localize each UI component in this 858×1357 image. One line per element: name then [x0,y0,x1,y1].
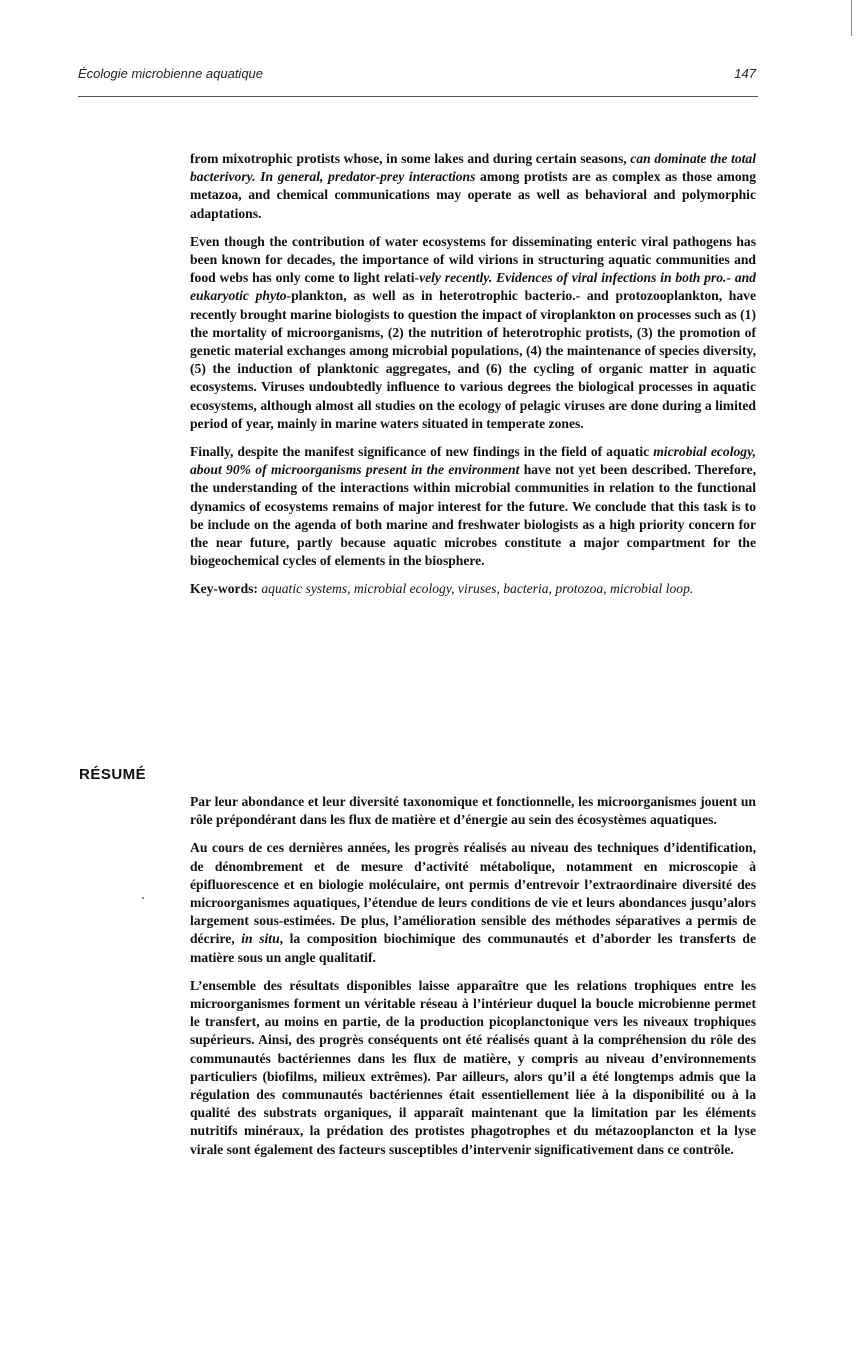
p3-text-2-italic: microbial ecology, about 90% of microorganisms present in the environment [190,444,756,478]
resume-paragraph-2 [190,839,756,966]
keywords-text: aquatic systems, microbial ecology, viruses, bacteria, protozoa, microbial loop. [261,581,694,597]
rp2-text-2-italic: in situ [241,931,280,947]
journal-title: Écologie microbienne aquatique [78,66,264,81]
keywords [190,580,756,598]
resume-paragraph-1: Par leur abondance et leur diversité taxonomique et fonctionnelle, les microorganismes jouent un rôle prépondérant dans les flux de matière et d’énergie au sein des écosystèmes aquatiques. [190,794,756,828]
margin-dot [142,897,144,899]
page-corner-mark [851,0,852,36]
p2-text-3: plankton, as well as in heterotrophic bacterio.- and protozooplankton, have recently brought marine biologists to question the impact of viroplankton on processes such as (1) the mortality of microorganisms, (2) the nutrition of heterotrophic protists, (3) the promotion of genetic material exchanges among microbial populations, (4) the maintenance of species diversity, (5) the induction of planktonic aggregates, and (6) the cycling of organic matter in aquatic ecosystems. Viruses undoubtedly influence to various degrees the biological processes in aquatic ecosystems, although almost all studies on the ecology of pelagic viruses are done during a limited period of year, mainly in marine waters situated in temperate zones. [190,288,756,431]
abstract-paragraph-2 [190,233,756,433]
rp2-text-3: , la composition biochimique des communautés et d’aborder les transferts de matière sous un angle qualitatif. [190,931,756,965]
header-rule [78,96,758,97]
p1-text-3: among protists are as complex as those among metazoa, and chemical communications may operate as well as behavioral and polymorphic adaptations. [190,169,756,221]
resume-heading: RÉSUMÉ [79,766,147,783]
p2-text-2-italic: vely recently. Evidences of viral infections in both pro.- and eukaryotic phyto- [190,270,756,304]
p3-text-1: Finally, despite the manifest significance of new findings in the field of aquatic [190,444,654,460]
page-number: 147 [734,66,756,81]
p2-text-1: Even though the contribution of water ecosystems for disseminating enteric viral pathogens has been known for decades, the importance of wild virions in structuring aquatic communities and food webs has only come to light relati- [190,233,756,286]
english-abstract [190,150,756,609]
abstract-paragraph-1 [190,150,756,223]
p1-text-2-italic: can dominate the total bacterivory. In general, predator-prey interactions [190,151,757,185]
p1-text-1: from mixotrophic protists whose, in some lakes and during certain seasons, [190,151,631,166]
p3-text-3: have not yet been described. Therefore, the understanding of the interactions within microbial communities in relation to the functional dynamics of ecosystems remains of major interest for the future. We conclude that this task is to be include on the agenda of both marine and freshwater biologists as a high priority concern for the near future, partly because aquatic microbes constitute a major compartment for the biogeochemical cycles of elements in the biosphere. [190,462,756,569]
keywords-label: Key-words: [190,581,262,597]
abstract-paragraph-3 [190,443,756,570]
french-resume [190,793,756,1169]
resume-paragraph-3: L’ensemble des résultats disponibles laisse apparaître que les relations trophiques entre les microorganismes forment un véritable réseau à l’intérieur duquel la boucle microbienne permet le transfert, au moins en partie, de la production picoplanctonique vers les niveaux trophiques supérieurs. Ainsi, des progrès conséquents ont été réalisés quant à la compréhension du rôle des communautés bactériennes dans les flux de matière, y compris au niveau d’environnements particuliers (biofilms, milieux extrêmes). Par ailleurs, alors qu’il a été longtemps admis que la régulation des communautés bactériennes était essentiellement liée à la disponibilité ou à la qualité des substrats organiques, il apparaît maintenant que la limitation par les éléments nutritifs minéraux, la prédation des protistes phagotrophes et du métazooplancton et la lyse virale sont également des facteurs susceptibles d’intervenir significativement dans ce contrôle. [190,977,756,1157]
rp2-text-1: Au cours de ces dernières années, les progrès réalisés au niveau des techniques d’identification, de dénombrement et de mesure d’activité métabolique, notamment en microscopie à épifluorescence et en biologie moléculaire, ont permis d’entrevoir l’extraordinaire diversité des microorganismes aquatiques, l’étendue de leurs conditions de vie et leurs abondances jusqu’alors largement sous-estimées. De plus, l’amélioration sensible des méthodes séparatives a permis de décrire, [190,840,756,947]
running-header [78,66,756,84]
